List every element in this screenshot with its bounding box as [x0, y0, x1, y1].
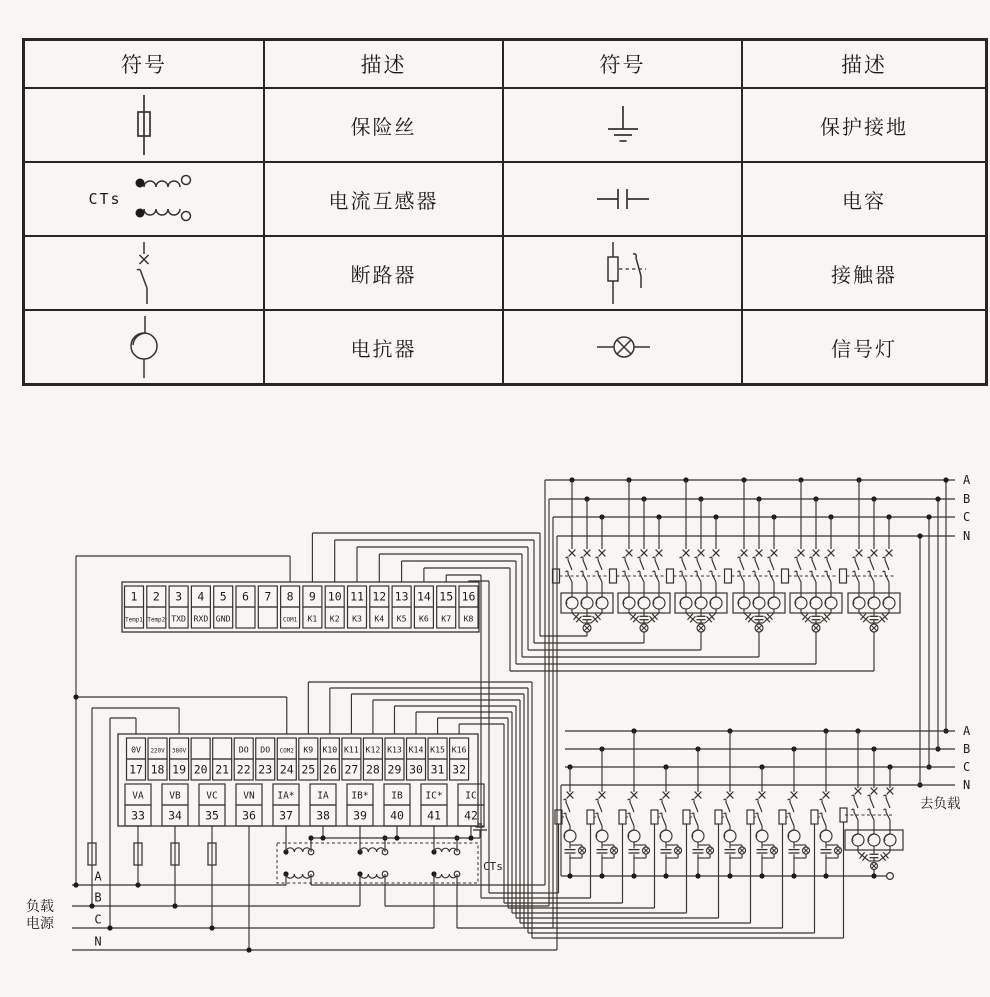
ct-symbol-cell	[24, 162, 265, 236]
svg-text:B: B	[94, 890, 102, 905]
svg-text:12: 12	[372, 589, 387, 604]
breaker-symbol-cell	[24, 236, 265, 310]
svg-text:16: 16	[461, 589, 476, 604]
svg-text:4: 4	[197, 589, 205, 604]
wiring-diagram	[0, 460, 990, 997]
svg-text:DO: DO	[260, 744, 271, 755]
current-transformer-icon	[128, 166, 200, 232]
capacitor-desc: 电容	[742, 162, 987, 236]
svg-text:IC*: IC*	[425, 790, 443, 802]
svg-text:B: B	[963, 742, 971, 756]
capacitor-icon	[593, 166, 653, 232]
cts-symbol-label: CTs	[88, 190, 122, 208]
svg-text:26: 26	[322, 762, 337, 777]
svg-text:COM1: COM1	[283, 617, 298, 624]
svg-text:34: 34	[168, 808, 182, 823]
svg-text:19: 19	[172, 762, 187, 777]
breaker-desc: 断路器	[264, 236, 503, 310]
svg-text:14: 14	[416, 589, 431, 604]
ground-desc: 保护接地	[742, 88, 987, 162]
legend-header-desc-1: 描述	[264, 40, 503, 89]
svg-text:GND: GND	[215, 613, 231, 624]
svg-text:35: 35	[205, 808, 219, 823]
svg-text:39: 39	[353, 808, 367, 823]
svg-text:IA: IA	[317, 790, 329, 802]
svg-text:33: 33	[131, 808, 145, 823]
svg-text:40: 40	[390, 808, 404, 823]
contactor-desc: 接触器	[742, 236, 987, 310]
svg-text:24: 24	[279, 762, 294, 777]
svg-text:C: C	[94, 912, 102, 927]
ground-symbol-cell	[503, 88, 742, 162]
svg-text:K2: K2	[329, 613, 340, 624]
svg-text:K11: K11	[344, 744, 359, 755]
earth-ground-icon	[593, 92, 653, 158]
legend-table	[22, 38, 988, 386]
svg-text:去负载: 去负载	[920, 796, 961, 812]
svg-text:1: 1	[130, 589, 138, 604]
svg-text:K10: K10	[322, 744, 338, 755]
lamp-symbol-cell	[503, 310, 742, 385]
svg-text:IA*: IA*	[277, 790, 295, 802]
svg-text:K4: K4	[374, 613, 385, 624]
k-wiring-bottom	[308, 682, 843, 938]
svg-text:C: C	[963, 760, 971, 774]
reactor-symbol-cell	[24, 310, 265, 385]
svg-text:C: C	[963, 510, 971, 524]
terminal-strip-bottom	[125, 784, 484, 826]
svg-text:21: 21	[215, 762, 230, 777]
contactor-icon	[588, 238, 658, 308]
svg-text:38: 38	[316, 808, 330, 823]
svg-text:K15: K15	[430, 744, 445, 755]
circuit-breaker-icon	[114, 238, 174, 308]
svg-text:Temp1: Temp1	[125, 617, 143, 624]
svg-text:K9: K9	[303, 744, 314, 755]
legend-row	[24, 236, 987, 310]
svg-text:11: 11	[350, 589, 364, 604]
svg-text:32: 32	[452, 762, 467, 777]
legend-header-symbol-1: 符号	[24, 40, 265, 89]
svg-text:K14: K14	[408, 744, 424, 755]
svg-text:10: 10	[327, 589, 342, 604]
svg-text:18: 18	[150, 762, 165, 777]
svg-text:B: B	[963, 492, 971, 506]
svg-text:0V: 0V	[131, 744, 141, 755]
svg-text:23: 23	[258, 762, 273, 777]
svg-text:27: 27	[344, 762, 359, 777]
legend-header-row	[24, 40, 987, 89]
svg-text:N: N	[94, 934, 102, 949]
svg-text:K8: K8	[463, 613, 474, 624]
fuse-desc: 保险丝	[264, 88, 503, 162]
svg-text:7: 7	[264, 589, 272, 604]
svg-text:K3: K3	[352, 613, 362, 624]
svg-text:15: 15	[439, 589, 454, 604]
ct-desc: 电流互感器	[264, 162, 503, 236]
svg-text:N: N	[963, 778, 971, 792]
svg-text:RXD: RXD	[193, 613, 209, 624]
legend-row	[24, 162, 987, 236]
svg-text:22: 22	[236, 762, 251, 777]
svg-text:29: 29	[387, 762, 402, 777]
supply-section	[26, 480, 557, 953]
svg-text:380V: 380V	[171, 748, 187, 755]
signal-lamp-icon	[593, 314, 653, 380]
svg-text:37: 37	[279, 808, 293, 823]
legend-row	[24, 88, 987, 162]
svg-text:17: 17	[129, 762, 143, 777]
fuse-symbol-cell	[24, 88, 265, 162]
svg-text:VC: VC	[206, 790, 218, 802]
svg-text:K7: K7	[441, 613, 452, 624]
svg-text:20: 20	[193, 762, 208, 777]
terminal-strip-top	[122, 582, 479, 632]
svg-text:K5: K5	[396, 613, 407, 624]
legend-row	[24, 310, 987, 385]
reactor-icon	[114, 312, 174, 382]
k-wiring-top	[312, 533, 874, 898]
capacitor-symbol-cell	[503, 162, 742, 236]
svg-text:28: 28	[366, 762, 380, 777]
svg-text:8: 8	[286, 589, 294, 604]
svg-text:5: 5	[219, 589, 227, 604]
svg-text:K16: K16	[451, 744, 467, 755]
svg-text:K12: K12	[365, 744, 381, 755]
legend-header-desc-2: 描述	[742, 40, 987, 89]
svg-text:Temp2: Temp2	[147, 617, 166, 624]
svg-text:220V: 220V	[150, 748, 165, 755]
svg-text:IB*: IB*	[351, 790, 369, 802]
svg-text:42: 42	[464, 808, 478, 823]
svg-text:31: 31	[430, 762, 445, 777]
svg-text:TXD: TXD	[171, 613, 186, 624]
top-capacitor-bank-section	[545, 473, 971, 788]
svg-text:A: A	[963, 473, 971, 487]
svg-text:6: 6	[242, 589, 249, 604]
lamp-desc: 信号灯	[742, 310, 987, 385]
reactor-desc: 电抗器	[264, 310, 503, 385]
svg-text:COM2: COM2	[279, 748, 294, 755]
svg-text:K6: K6	[418, 613, 429, 624]
svg-text:3: 3	[175, 589, 183, 604]
fuse-icon	[114, 92, 174, 158]
svg-text:VN: VN	[243, 790, 255, 802]
svg-text:VA: VA	[132, 790, 144, 802]
svg-text:36: 36	[242, 808, 256, 823]
svg-text:CTs: CTs	[483, 860, 503, 873]
svg-text:IB: IB	[391, 790, 403, 802]
svg-text:9: 9	[308, 589, 316, 604]
svg-text:A: A	[963, 724, 971, 738]
svg-text:IC: IC	[465, 790, 477, 802]
svg-text:K1: K1	[307, 613, 318, 624]
svg-text:N: N	[963, 529, 971, 543]
svg-text:负载: 负载	[26, 899, 54, 915]
svg-text:25: 25	[301, 762, 316, 777]
ct-section	[277, 824, 503, 928]
svg-text:13: 13	[394, 589, 409, 604]
svg-text:A: A	[94, 869, 102, 884]
contactor-symbol-cell	[503, 236, 742, 310]
svg-text:41: 41	[427, 808, 441, 823]
legend-header-symbol-2: 符号	[503, 40, 742, 89]
bottom-capacitor-bank-section	[555, 724, 971, 938]
svg-text:30: 30	[409, 762, 423, 777]
svg-text:VB: VB	[169, 790, 181, 802]
control-wiring	[73, 556, 290, 931]
svg-text:DO: DO	[238, 744, 249, 755]
svg-text:2: 2	[152, 589, 160, 604]
svg-text:K13: K13	[387, 744, 402, 755]
svg-text:电源: 电源	[26, 916, 54, 932]
